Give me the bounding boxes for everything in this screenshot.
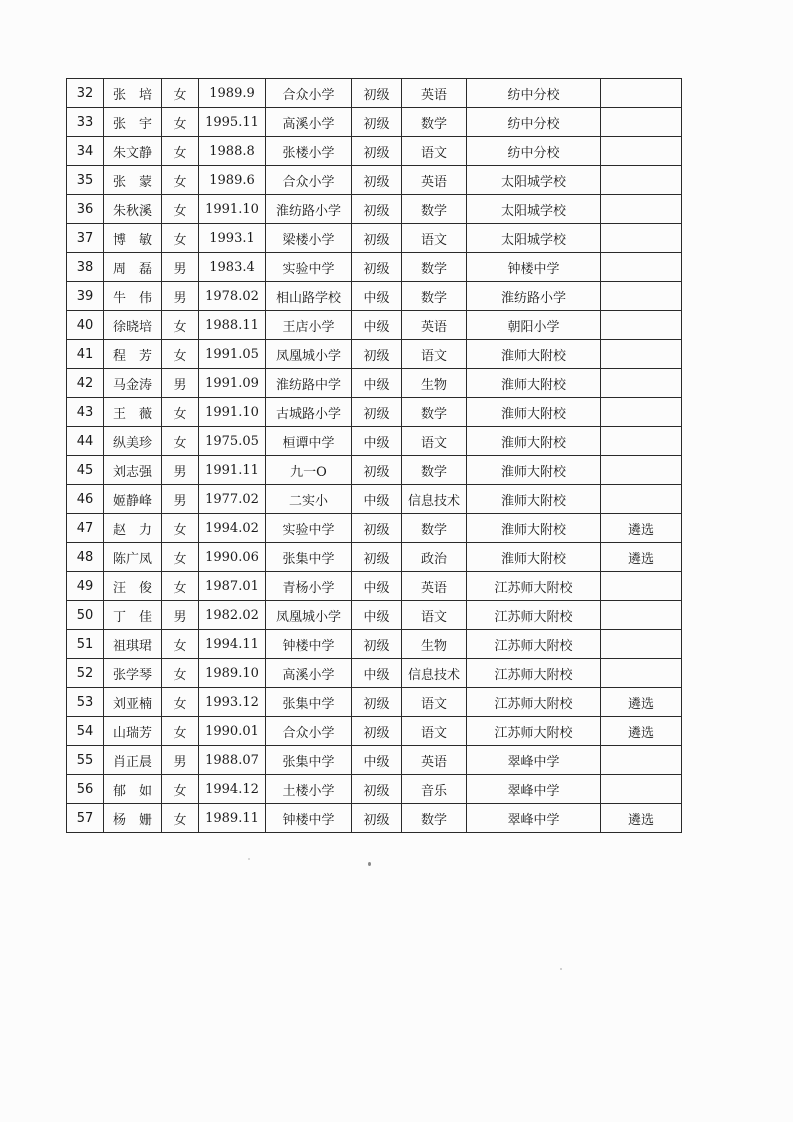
row-number-cell: 34 (67, 137, 104, 166)
title-level-cell: 初级 (352, 688, 402, 717)
target-school-cell: 钟楼中学 (467, 253, 601, 282)
original-school-cell: 张集中学 (266, 746, 352, 775)
remark-cell (601, 398, 682, 427)
teacher-name-cell: 陈广凤 (104, 543, 162, 572)
remark-cell (601, 485, 682, 514)
original-school-cell: 淮纺路小学 (266, 195, 352, 224)
teacher-name-cell: 牛 伟 (104, 282, 162, 311)
row-number-cell: 35 (67, 166, 104, 195)
title-level-cell: 初级 (352, 456, 402, 485)
birth-date-cell: 1991.11 (199, 456, 266, 485)
teacher-name-cell: 刘志强 (104, 456, 162, 485)
remark-cell (601, 340, 682, 369)
title-level-cell: 初级 (352, 340, 402, 369)
title-level-cell: 初级 (352, 775, 402, 804)
target-school-cell: 淮师大附校 (467, 456, 601, 485)
teacher-name-cell: 张 培 (104, 79, 162, 108)
gender-cell: 女 (162, 514, 199, 543)
original-school-cell: 张集中学 (266, 688, 352, 717)
subject-cell: 语文 (402, 224, 467, 253)
teacher-name-cell: 博 敏 (104, 224, 162, 253)
row-number-cell: 46 (67, 485, 104, 514)
birth-date-cell: 1988.8 (199, 137, 266, 166)
title-level-cell: 中级 (352, 746, 402, 775)
remark-cell (601, 775, 682, 804)
subject-cell: 信息技术 (402, 659, 467, 688)
row-number-cell: 44 (67, 427, 104, 456)
row-number-cell: 39 (67, 282, 104, 311)
row-number-cell: 43 (67, 398, 104, 427)
gender-cell: 女 (162, 717, 199, 746)
birth-date-cell: 1983.4 (199, 253, 266, 282)
target-school-cell: 江苏师大附校 (467, 630, 601, 659)
birth-date-cell: 1990.06 (199, 543, 266, 572)
target-school-cell: 太阳城学校 (467, 224, 601, 253)
gender-cell: 女 (162, 224, 199, 253)
gender-cell: 女 (162, 166, 199, 195)
original-school-cell: 张楼小学 (266, 137, 352, 166)
table-row (67, 427, 682, 456)
subject-cell: 数学 (402, 282, 467, 311)
original-school-cell: 二实小 (266, 485, 352, 514)
table-row (67, 775, 682, 804)
original-school-cell: 九一O (266, 456, 352, 485)
gender-cell: 女 (162, 340, 199, 369)
remark-cell (601, 369, 682, 398)
table-row (67, 543, 682, 572)
subject-cell: 数学 (402, 456, 467, 485)
gender-cell: 男 (162, 253, 199, 282)
birth-date-cell: 1994.12 (199, 775, 266, 804)
table-row (67, 572, 682, 601)
original-school-cell: 梁楼小学 (266, 224, 352, 253)
gender-cell: 女 (162, 311, 199, 340)
birth-date-cell: 1989.6 (199, 166, 266, 195)
remark-cell (601, 311, 682, 340)
teacher-name-cell: 纵美珍 (104, 427, 162, 456)
target-school-cell: 淮师大附校 (467, 427, 601, 456)
table-row (67, 282, 682, 311)
teacher-name-cell: 程 芳 (104, 340, 162, 369)
birth-date-cell: 1991.10 (199, 195, 266, 224)
original-school-cell: 高溪小学 (266, 659, 352, 688)
title-level-cell: 初级 (352, 195, 402, 224)
row-number-cell: 50 (67, 601, 104, 630)
birth-date-cell: 1978.02 (199, 282, 266, 311)
title-level-cell: 初级 (352, 166, 402, 195)
title-level-cell: 中级 (352, 485, 402, 514)
gender-cell: 女 (162, 659, 199, 688)
birth-date-cell: 1991.10 (199, 398, 266, 427)
subject-cell: 数学 (402, 253, 467, 282)
teacher-name-cell: 朱文静 (104, 137, 162, 166)
gender-cell: 男 (162, 485, 199, 514)
remark-cell (601, 108, 682, 137)
original-school-cell: 凤凰城小学 (266, 340, 352, 369)
row-number-cell: 37 (67, 224, 104, 253)
gender-cell: 女 (162, 572, 199, 601)
teacher-name-cell: 马金涛 (104, 369, 162, 398)
title-level-cell: 中级 (352, 572, 402, 601)
title-level-cell: 初级 (352, 137, 402, 166)
table-row (67, 195, 682, 224)
row-number-cell: 36 (67, 195, 104, 224)
birth-date-cell: 1982.02 (199, 601, 266, 630)
table-row (67, 746, 682, 775)
original-school-cell: 淮纺路中学 (266, 369, 352, 398)
subject-cell: 英语 (402, 311, 467, 340)
table-row (67, 804, 682, 833)
row-number-cell: 57 (67, 804, 104, 833)
subject-cell: 政治 (402, 543, 467, 572)
row-number-cell: 33 (67, 108, 104, 137)
target-school-cell: 淮师大附校 (467, 340, 601, 369)
teacher-transfer-table (66, 78, 682, 833)
subject-cell: 英语 (402, 572, 467, 601)
teacher-name-cell: 张 蒙 (104, 166, 162, 195)
title-level-cell: 中级 (352, 369, 402, 398)
title-level-cell: 中级 (352, 601, 402, 630)
remark-cell: 遴选 (601, 688, 682, 717)
scan-speck (560, 968, 562, 970)
subject-cell: 数学 (402, 108, 467, 137)
gender-cell: 男 (162, 369, 199, 398)
target-school-cell: 淮师大附校 (467, 543, 601, 572)
table-row (67, 137, 682, 166)
title-level-cell: 初级 (352, 717, 402, 746)
teacher-name-cell: 赵 力 (104, 514, 162, 543)
row-number-cell: 45 (67, 456, 104, 485)
table-row (67, 369, 682, 398)
birth-date-cell: 1989.9 (199, 79, 266, 108)
subject-cell: 英语 (402, 746, 467, 775)
table-row (67, 485, 682, 514)
remark-cell (601, 630, 682, 659)
original-school-cell: 桓谭中学 (266, 427, 352, 456)
teacher-name-cell: 张 宇 (104, 108, 162, 137)
target-school-cell: 淮师大附校 (467, 485, 601, 514)
gender-cell: 女 (162, 137, 199, 166)
birth-date-cell: 1987.01 (199, 572, 266, 601)
target-school-cell: 淮师大附校 (467, 514, 601, 543)
scan-speck (248, 858, 250, 860)
teacher-name-cell: 刘亚楠 (104, 688, 162, 717)
original-school-cell: 钟楼中学 (266, 804, 352, 833)
row-number-cell: 49 (67, 572, 104, 601)
subject-cell: 数学 (402, 195, 467, 224)
target-school-cell: 江苏师大附校 (467, 601, 601, 630)
target-school-cell: 淮师大附校 (467, 369, 601, 398)
target-school-cell: 江苏师大附校 (467, 688, 601, 717)
target-school-cell: 江苏师大附校 (467, 572, 601, 601)
original-school-cell: 张集中学 (266, 543, 352, 572)
gender-cell: 男 (162, 746, 199, 775)
birth-date-cell: 1975.05 (199, 427, 266, 456)
teacher-name-cell: 姬静峰 (104, 485, 162, 514)
subject-cell: 语文 (402, 717, 467, 746)
original-school-cell: 合众小学 (266, 166, 352, 195)
gender-cell: 男 (162, 282, 199, 311)
table-row (67, 311, 682, 340)
title-level-cell: 初级 (352, 79, 402, 108)
table-row (67, 253, 682, 282)
subject-cell: 生物 (402, 369, 467, 398)
table-row (67, 688, 682, 717)
target-school-cell: 太阳城学校 (467, 195, 601, 224)
row-number-cell: 32 (67, 79, 104, 108)
teacher-name-cell: 周 磊 (104, 253, 162, 282)
table-row (67, 108, 682, 137)
remark-cell (601, 137, 682, 166)
target-school-cell: 纺中分校 (467, 79, 601, 108)
remark-cell (601, 601, 682, 630)
birth-date-cell: 1991.09 (199, 369, 266, 398)
gender-cell: 女 (162, 398, 199, 427)
original-school-cell: 古城路小学 (266, 398, 352, 427)
row-number-cell: 40 (67, 311, 104, 340)
table-row (67, 659, 682, 688)
table-row (67, 224, 682, 253)
row-number-cell: 51 (67, 630, 104, 659)
remark-cell: 遴选 (601, 514, 682, 543)
target-school-cell: 翠峰中学 (467, 775, 601, 804)
title-level-cell: 初级 (352, 398, 402, 427)
remark-cell (601, 166, 682, 195)
teacher-name-cell: 汪 俊 (104, 572, 162, 601)
original-school-cell: 实验中学 (266, 514, 352, 543)
teacher-name-cell: 丁 佳 (104, 601, 162, 630)
title-level-cell: 初级 (352, 630, 402, 659)
title-level-cell: 中级 (352, 282, 402, 311)
teacher-name-cell: 山瑞芳 (104, 717, 162, 746)
title-level-cell: 初级 (352, 108, 402, 137)
subject-cell: 语文 (402, 601, 467, 630)
remark-cell: 遴选 (601, 543, 682, 572)
gender-cell: 女 (162, 195, 199, 224)
target-school-cell: 纺中分校 (467, 108, 601, 137)
target-school-cell: 朝阳小学 (467, 311, 601, 340)
original-school-cell: 凤凰城小学 (266, 601, 352, 630)
subject-cell: 语文 (402, 688, 467, 717)
subject-cell: 数学 (402, 514, 467, 543)
row-number-cell: 48 (67, 543, 104, 572)
gender-cell: 女 (162, 688, 199, 717)
row-number-cell: 55 (67, 746, 104, 775)
original-school-cell: 合众小学 (266, 717, 352, 746)
original-school-cell: 青杨小学 (266, 572, 352, 601)
target-school-cell: 江苏师大附校 (467, 717, 601, 746)
remark-cell (601, 253, 682, 282)
row-number-cell: 53 (67, 688, 104, 717)
title-level-cell: 初级 (352, 514, 402, 543)
original-school-cell: 高溪小学 (266, 108, 352, 137)
birth-date-cell: 1993.12 (199, 688, 266, 717)
birth-date-cell: 1977.02 (199, 485, 266, 514)
row-number-cell: 56 (67, 775, 104, 804)
gender-cell: 女 (162, 630, 199, 659)
remark-cell (601, 659, 682, 688)
gender-cell: 男 (162, 456, 199, 485)
table-row (67, 601, 682, 630)
birth-date-cell: 1989.11 (199, 804, 266, 833)
scan-speck (368, 862, 371, 866)
subject-cell: 信息技术 (402, 485, 467, 514)
remark-cell (601, 746, 682, 775)
remark-cell (601, 79, 682, 108)
teacher-name-cell: 朱秋溪 (104, 195, 162, 224)
remark-cell (601, 572, 682, 601)
birth-date-cell: 1989.10 (199, 659, 266, 688)
gender-cell: 女 (162, 804, 199, 833)
row-number-cell: 47 (67, 514, 104, 543)
teacher-name-cell: 祖琪珺 (104, 630, 162, 659)
birth-date-cell: 1993.1 (199, 224, 266, 253)
birth-date-cell: 1988.11 (199, 311, 266, 340)
original-school-cell: 王店小学 (266, 311, 352, 340)
remark-cell (601, 195, 682, 224)
original-school-cell: 土楼小学 (266, 775, 352, 804)
subject-cell: 音乐 (402, 775, 467, 804)
gender-cell: 女 (162, 775, 199, 804)
remark-cell: 遴选 (601, 804, 682, 833)
table-row (67, 514, 682, 543)
subject-cell: 数学 (402, 804, 467, 833)
title-level-cell: 初级 (352, 224, 402, 253)
table-row (67, 340, 682, 369)
gender-cell: 男 (162, 601, 199, 630)
subject-cell: 英语 (402, 79, 467, 108)
remark-cell: 遴选 (601, 717, 682, 746)
birth-date-cell: 1994.02 (199, 514, 266, 543)
table-body (67, 79, 682, 833)
target-school-cell: 翠峰中学 (467, 746, 601, 775)
birth-date-cell: 1990.01 (199, 717, 266, 746)
remark-cell (601, 224, 682, 253)
row-number-cell: 38 (67, 253, 104, 282)
target-school-cell: 淮师大附校 (467, 398, 601, 427)
birth-date-cell: 1994.11 (199, 630, 266, 659)
row-number-cell: 41 (67, 340, 104, 369)
original-school-cell: 合众小学 (266, 79, 352, 108)
birth-date-cell: 1995.11 (199, 108, 266, 137)
teacher-name-cell: 王 薇 (104, 398, 162, 427)
original-school-cell: 实验中学 (266, 253, 352, 282)
subject-cell: 英语 (402, 166, 467, 195)
remark-cell (601, 427, 682, 456)
table-row (67, 717, 682, 746)
title-level-cell: 初级 (352, 543, 402, 572)
row-number-cell: 42 (67, 369, 104, 398)
target-school-cell: 淮纺路小学 (467, 282, 601, 311)
row-number-cell: 54 (67, 717, 104, 746)
target-school-cell: 翠峰中学 (467, 804, 601, 833)
title-level-cell: 中级 (352, 659, 402, 688)
birth-date-cell: 1991.05 (199, 340, 266, 369)
gender-cell: 女 (162, 427, 199, 456)
original-school-cell: 相山路学校 (266, 282, 352, 311)
remark-cell (601, 456, 682, 485)
teacher-name-cell: 杨 姗 (104, 804, 162, 833)
table-row (67, 456, 682, 485)
teacher-name-cell: 肖正晨 (104, 746, 162, 775)
subject-cell: 生物 (402, 630, 467, 659)
gender-cell: 女 (162, 108, 199, 137)
subject-cell: 语文 (402, 427, 467, 456)
birth-date-cell: 1988.07 (199, 746, 266, 775)
target-school-cell: 纺中分校 (467, 137, 601, 166)
title-level-cell: 中级 (352, 427, 402, 456)
title-level-cell: 中级 (352, 311, 402, 340)
row-number-cell: 52 (67, 659, 104, 688)
gender-cell: 女 (162, 543, 199, 572)
table-row (67, 166, 682, 195)
title-level-cell: 初级 (352, 253, 402, 282)
table-row (67, 79, 682, 108)
teacher-name-cell: 郁 如 (104, 775, 162, 804)
teacher-name-cell: 张学琴 (104, 659, 162, 688)
subject-cell: 语文 (402, 340, 467, 369)
remark-cell (601, 282, 682, 311)
title-level-cell: 初级 (352, 804, 402, 833)
subject-cell: 数学 (402, 398, 467, 427)
table-row (67, 398, 682, 427)
target-school-cell: 江苏师大附校 (467, 659, 601, 688)
original-school-cell: 钟楼中学 (266, 630, 352, 659)
subject-cell: 语文 (402, 137, 467, 166)
teacher-name-cell: 徐晓培 (104, 311, 162, 340)
table-row (67, 630, 682, 659)
gender-cell: 女 (162, 79, 199, 108)
target-school-cell: 太阳城学校 (467, 166, 601, 195)
